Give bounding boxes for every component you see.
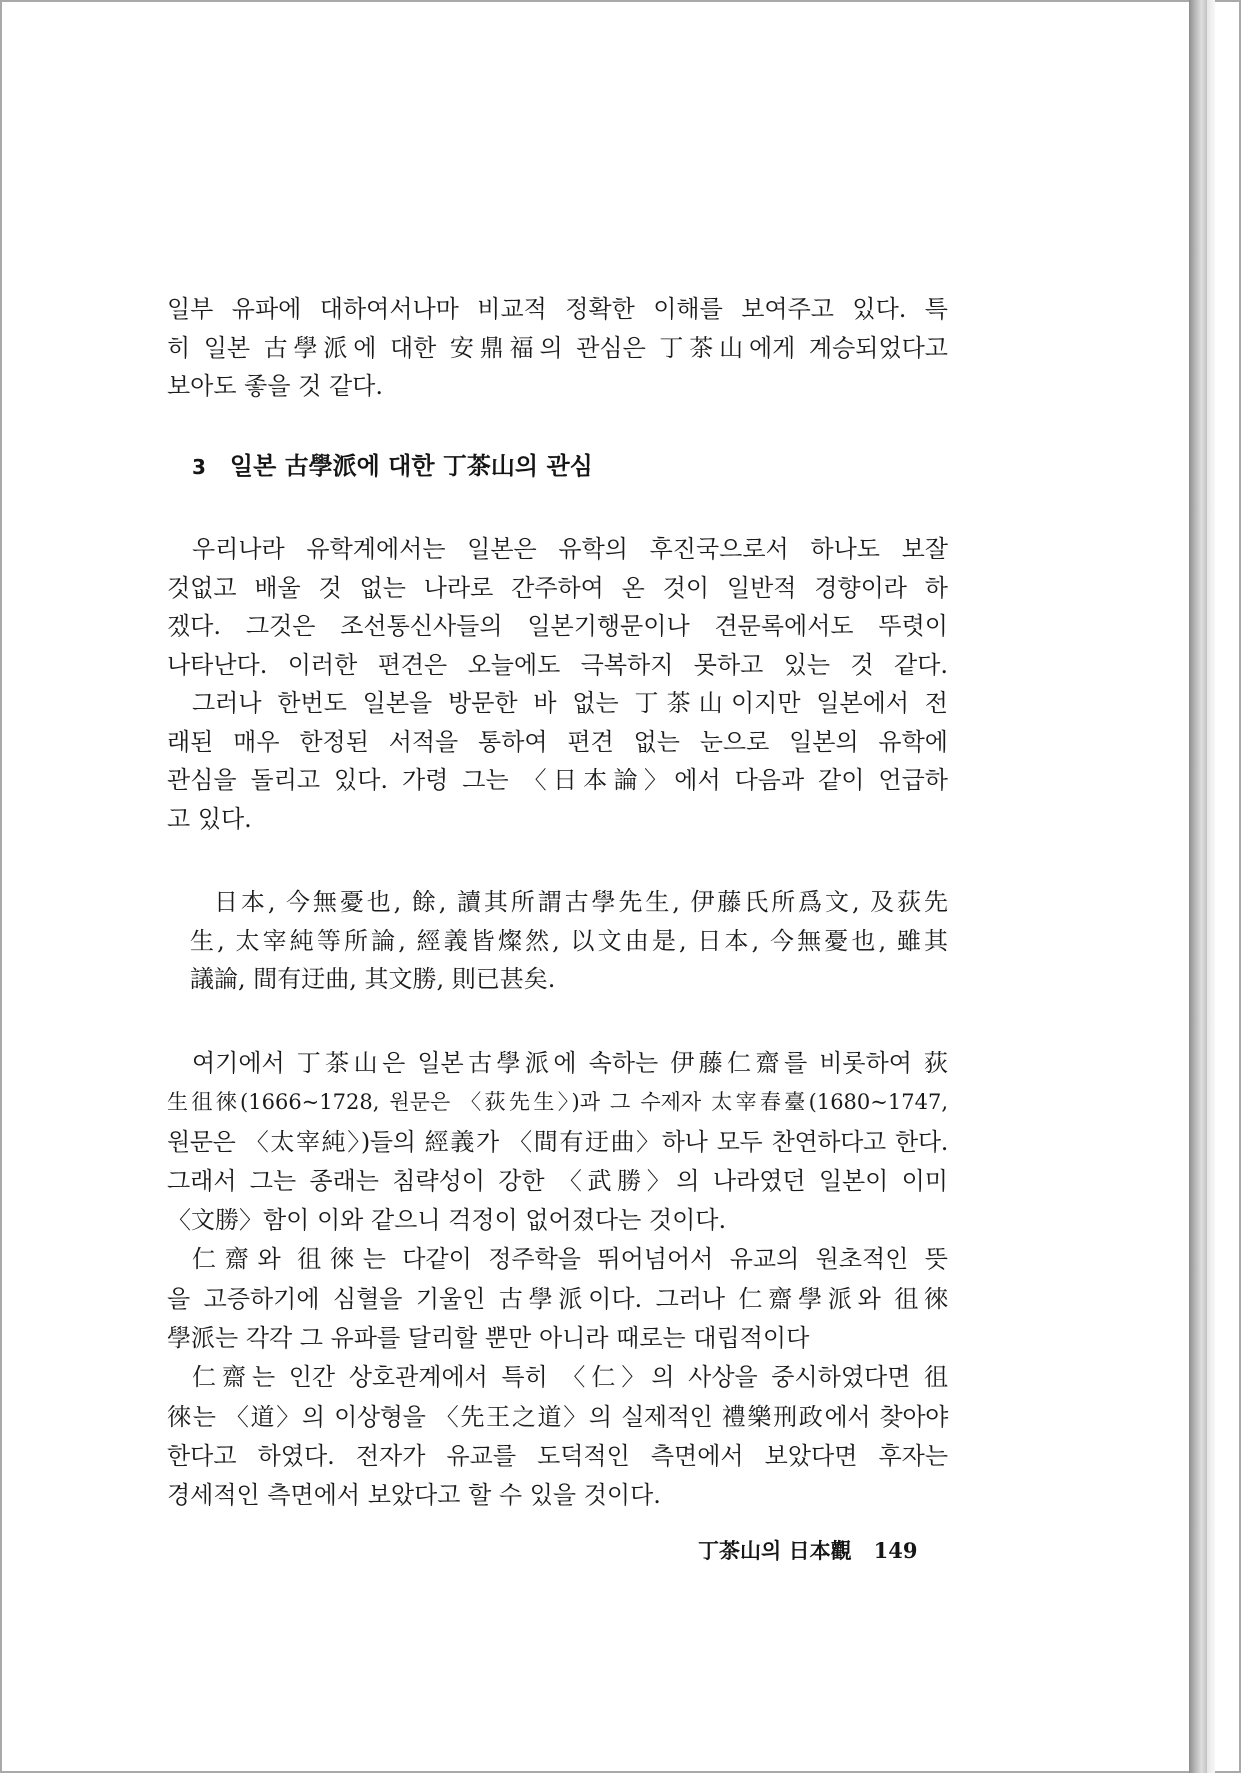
- paragraph-line: 仁齋와 徂徠는 다같이 정주학을 뛰어넘어서 유교의 원초적인 뜻: [192, 1245, 948, 1274]
- paragraph-line: 나타난다. 이러한 편견은 오늘에도 극복하지 못하고 있는 것 같다.: [167, 650, 948, 679]
- paragraph-line: 여기에서 丁茶山은 일본古學派에 속하는 伊藤仁齋를 비롯하여 荻: [192, 1049, 948, 1077]
- section-title: 일본 古學派에 대한 丁茶山의 관심: [229, 452, 593, 480]
- body-text: [167, 1044, 948, 1516]
- paragraph-line: 일부 유파에 대하여서나마 비교적 정확한 이해를 보여주고 있다. 특: [167, 295, 948, 323]
- page-edge-highlight: [1207, 0, 1215, 1773]
- quote-line: 議論, 間有迂曲, 其文勝, 則已甚矣.: [190, 965, 556, 993]
- paragraph-line: 〈文勝〉함이 이와 같으니 걱정이 없어졌다는 것이다.: [167, 1206, 727, 1235]
- paragraph-line: 仁齋는 인간 상호관계에서 특히 〈仁〉의 사상을 중시하였다면 徂: [192, 1363, 948, 1392]
- paragraph: [167, 684, 948, 838]
- body-text: [167, 530, 948, 838]
- paragraph-line: 관심을 돌리고 있다. 가령 그는 〈日本論〉에서 다음과 같이 언급하: [167, 766, 948, 794]
- paragraph-line: 보아도 좋을 것 같다.: [167, 372, 383, 400]
- paragraph-line: 경세적인 측면에서 보았다고 할 수 있을 것이다.: [167, 1481, 661, 1510]
- paragraph-line: 겠다. 그것은 조선통신사들의 일본기행문이나 견문록에서도 뚜렷이: [167, 612, 948, 640]
- paragraph: [167, 1240, 948, 1358]
- paragraph-line: 한다고 하였다. 전자가 유교를 도덕적인 측면에서 보았다면 후자는: [167, 1441, 948, 1470]
- continued-paragraph: [167, 290, 948, 406]
- paragraph-line: 生徂徠(1666~1728, 원문은 〈荻先生〉)과 그 수제자 太宰春臺(1680~1747,: [167, 1090, 948, 1115]
- paragraph-line: 우리나라 유학계에서는 일본은 유학의 후진국으로서 하나도 보잘: [192, 535, 948, 563]
- running-footer: [698, 1536, 917, 1566]
- paragraph-line: 히 일본 古學派에 대한 安鼎福의 관심은 丁茶山에게 계승되었다고: [167, 333, 948, 362]
- paragraph: [167, 530, 948, 684]
- paragraph-line: 을 고증하기에 심혈을 기울인 古學派이다. 그러나 仁齋學派와 徂徠: [167, 1284, 948, 1313]
- paragraph-line: 고 있다.: [167, 804, 252, 833]
- paragraph-line: 래된 매우 한정된 서적을 통하여 편견 없는 눈으로 일본의 유학에: [167, 727, 948, 756]
- paragraph-line: 徠는 〈道〉의 이상형을 〈先王之道〉의 실제적인 禮樂刑政에서 찾아야: [167, 1402, 948, 1431]
- paragraph-line: 것없고 배울 것 없는 나라로 간주하여 온 것이 일반적 경향이라 하: [167, 573, 948, 602]
- page-edge-shadow: [1189, 0, 1207, 1773]
- section-heading: [192, 447, 593, 486]
- paragraph-line: 그래서 그는 종래는 침략성이 강한 〈武勝〉의 나라였던 일본이 이미: [167, 1166, 948, 1195]
- section-number: 3: [192, 455, 206, 479]
- quote-line: 日本, 今無憂也, 餘, 讀其所謂古學先生, 伊藤氏所爲文, 及荻先: [214, 888, 948, 916]
- paragraph-line: 원문은 〈太宰純〉)들의 經義가 〈間有迂曲〉하나 모두 찬연하다고 한다.: [167, 1127, 948, 1156]
- paragraph: [167, 1358, 948, 1515]
- page-number: 149: [873, 1538, 918, 1563]
- quote-line: 生, 太宰純等所論, 經義皆燦然, 以文由是, 日本, 今無憂也, 雖其: [190, 926, 948, 955]
- running-title: 丁茶山의 日本觀: [698, 1539, 852, 1563]
- paragraph: [167, 1044, 948, 1240]
- paragraph-line: 그러나 한번도 일본을 방문한 바 없는 丁茶山이지만 일본에서 전: [192, 689, 948, 717]
- paragraph-line: 學派는 각각 그 유파를 달리할 뿐만 아니라 때로는 대립적이다: [167, 1324, 810, 1353]
- block-quote: [190, 883, 948, 999]
